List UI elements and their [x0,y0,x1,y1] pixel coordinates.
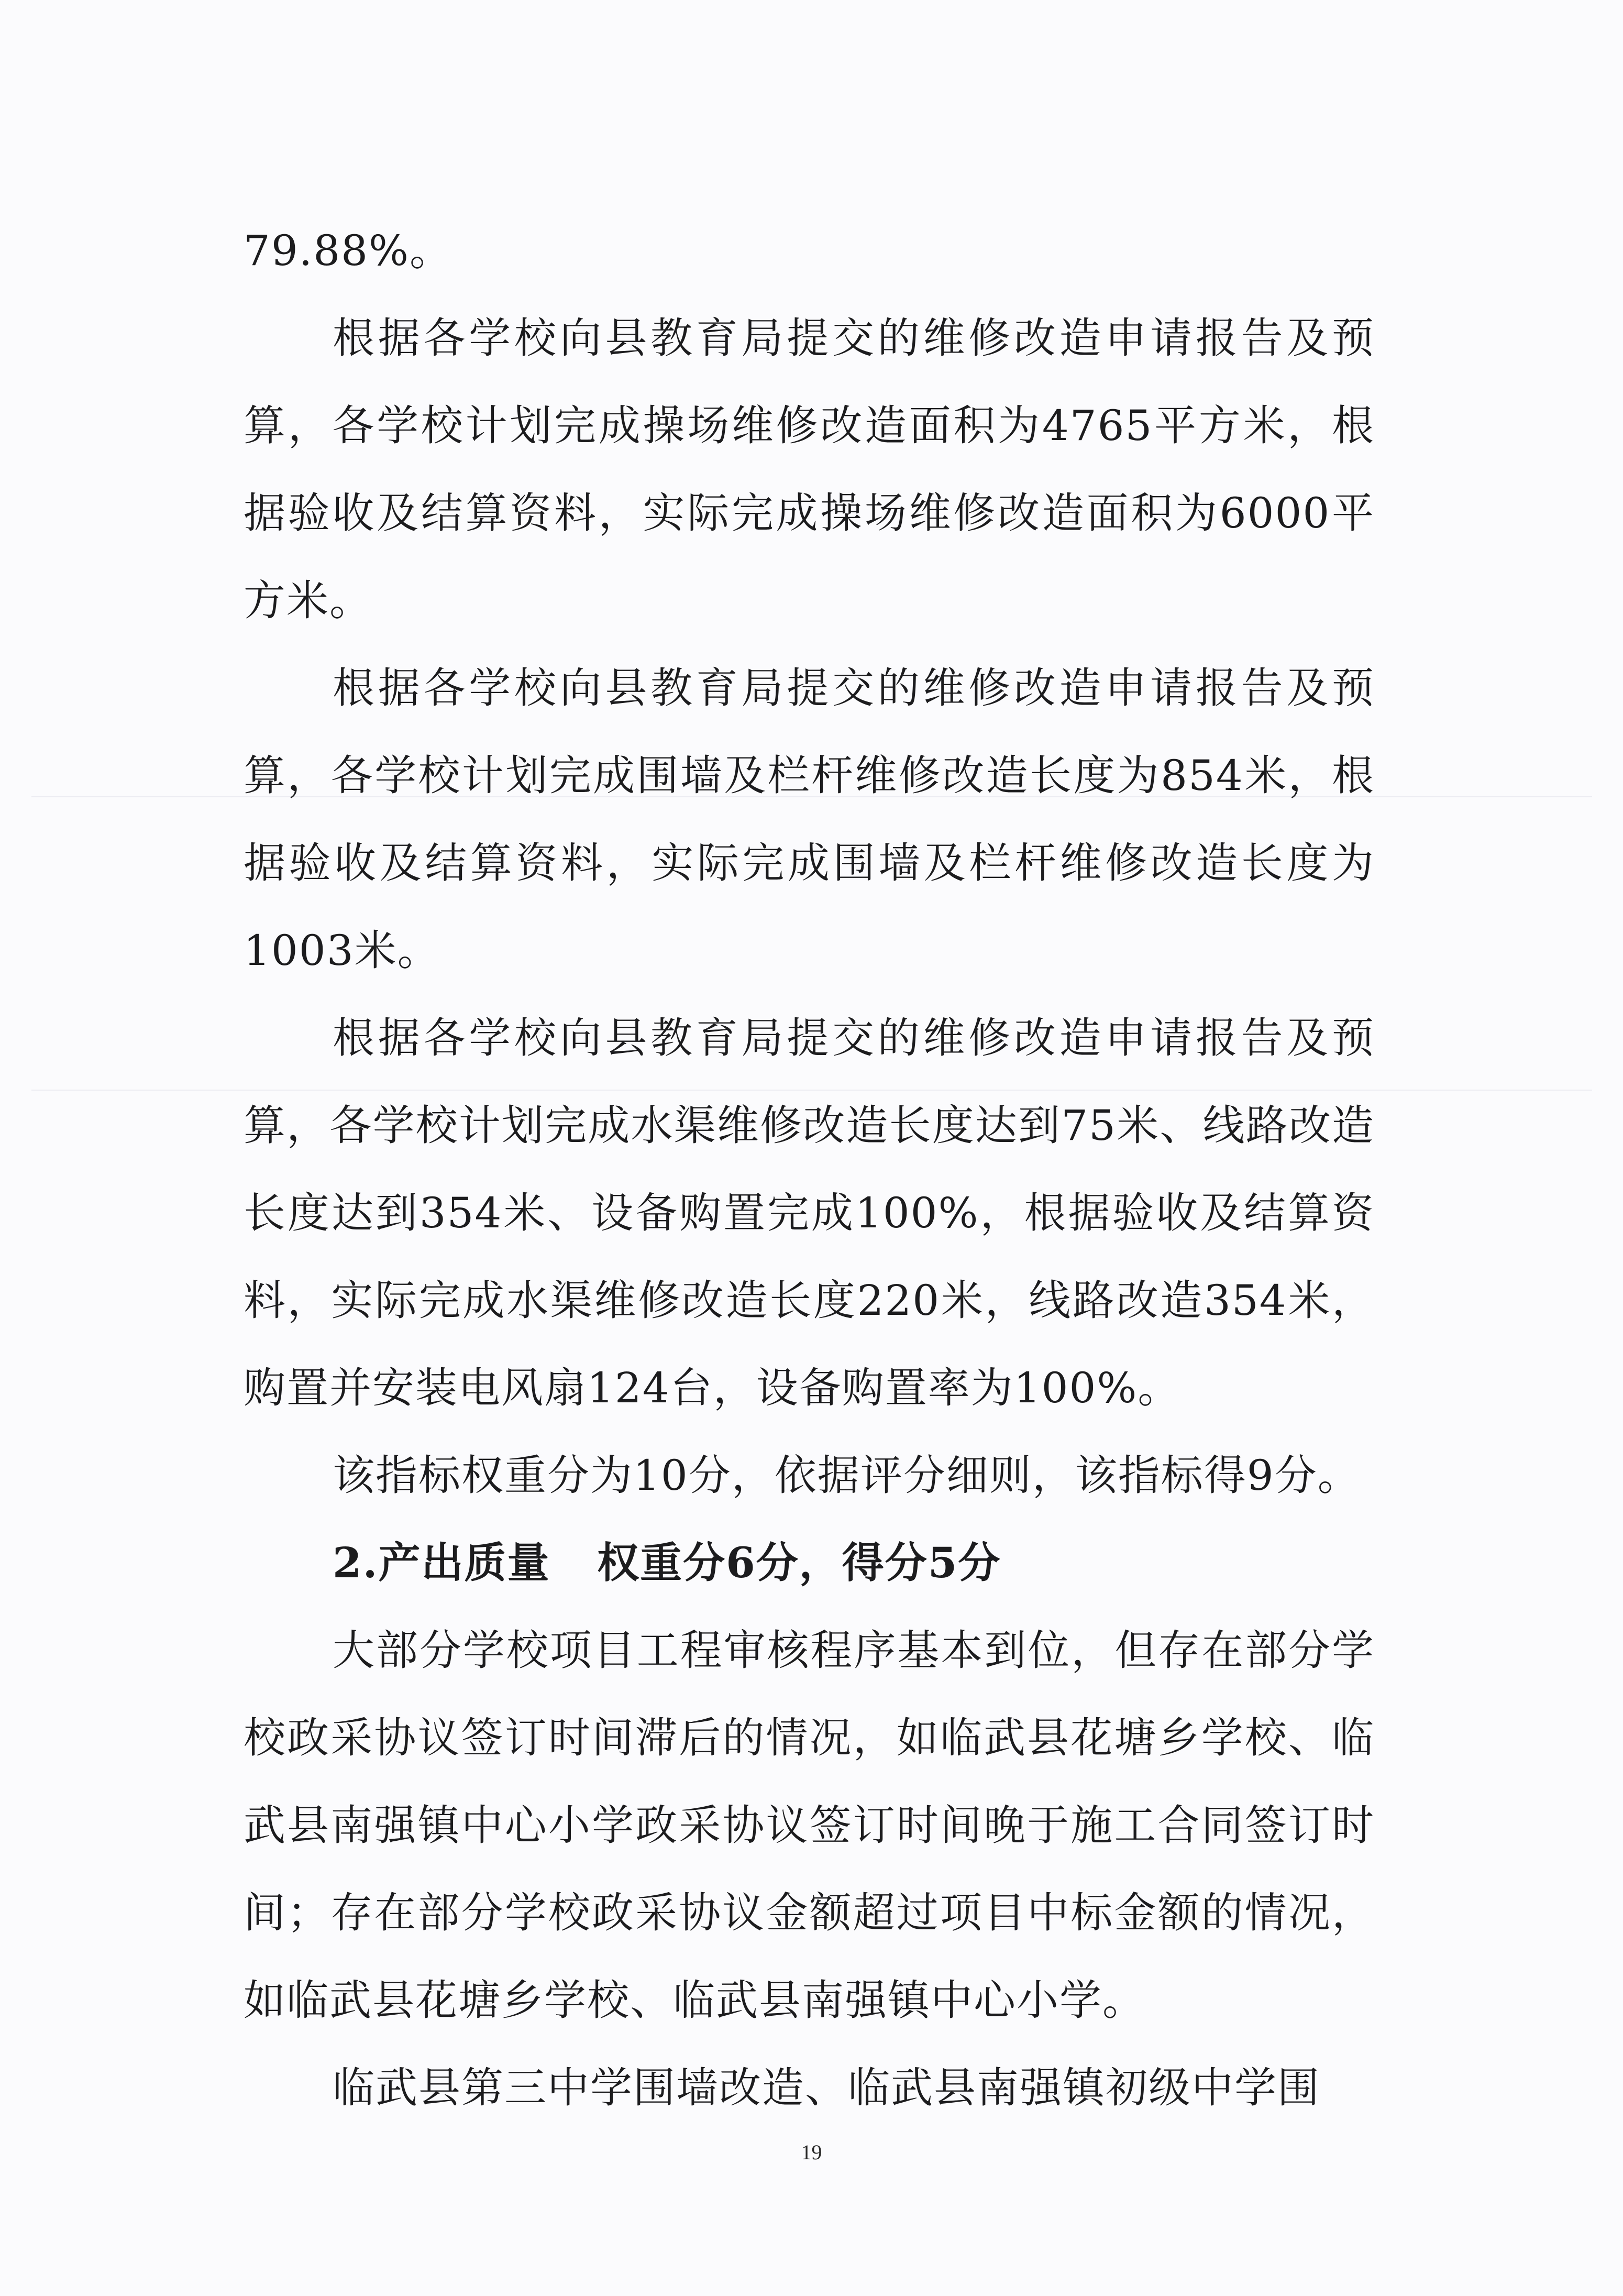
document-body [244,207,1375,2132]
paragraph-playground-renovation: 根据各学校向县教育局提交的维修改造申请报告及预算，各学校计划完成操场维修改造面积为4765平方米，根据验收及结算资料，实际完成操场维修改造面积为6000平方米。 [244,314,1375,625]
paragraph-wall-renovation-continued: 临武县第三中学围墙改造、临武县南强镇初级中学围 [333,2063,1320,2112]
paragraph-indicator-score: 该指标权重分为10分，依据评分细则，该指标得9分。 [333,1451,1361,1500]
paragraph-canal-circuit-equipment: 根据各学校向县教育局提交的维修改造申请报告及预算，各学校计划完成水渠维修改造长度达到75米、线路改造长度达到354米、设备购置完成100%，根据验收及结算资料，实际完成水渠维修改造长度220米，线路改造354米，购置并安装电风扇124台，设备购置率为100%。 [244,1014,1375,1412]
section-heading-output-quality: 2.产出质量 权重分6分，得分5分 [333,1538,1001,1587]
paragraph-procurement-issues: 大部分学校项目工程审核程序基本到位，但存在部分学校政采协议签订时间滞后的情况，如临武县花塘乡学校、临武县南强镇中心小学政采协议签订时间晚于施工合同签订时间；存在部分学校政采协议金额超过项目中标金额的情况，如临武县花塘乡学校、临武县南强镇中心小学。 [244,1626,1375,2025]
paragraph-continuation: 79.88%。 [244,226,453,275]
paragraph-wall-railing-renovation: 根据各学校向县教育局提交的维修改造申请报告及预算，各学校计划完成围墙及栏杆维修改造长度为854米，根据验收及结算资料，实际完成围墙及栏杆维修改造长度为1003米。 [244,664,1375,975]
page-number: 19 [801,2140,822,2164]
